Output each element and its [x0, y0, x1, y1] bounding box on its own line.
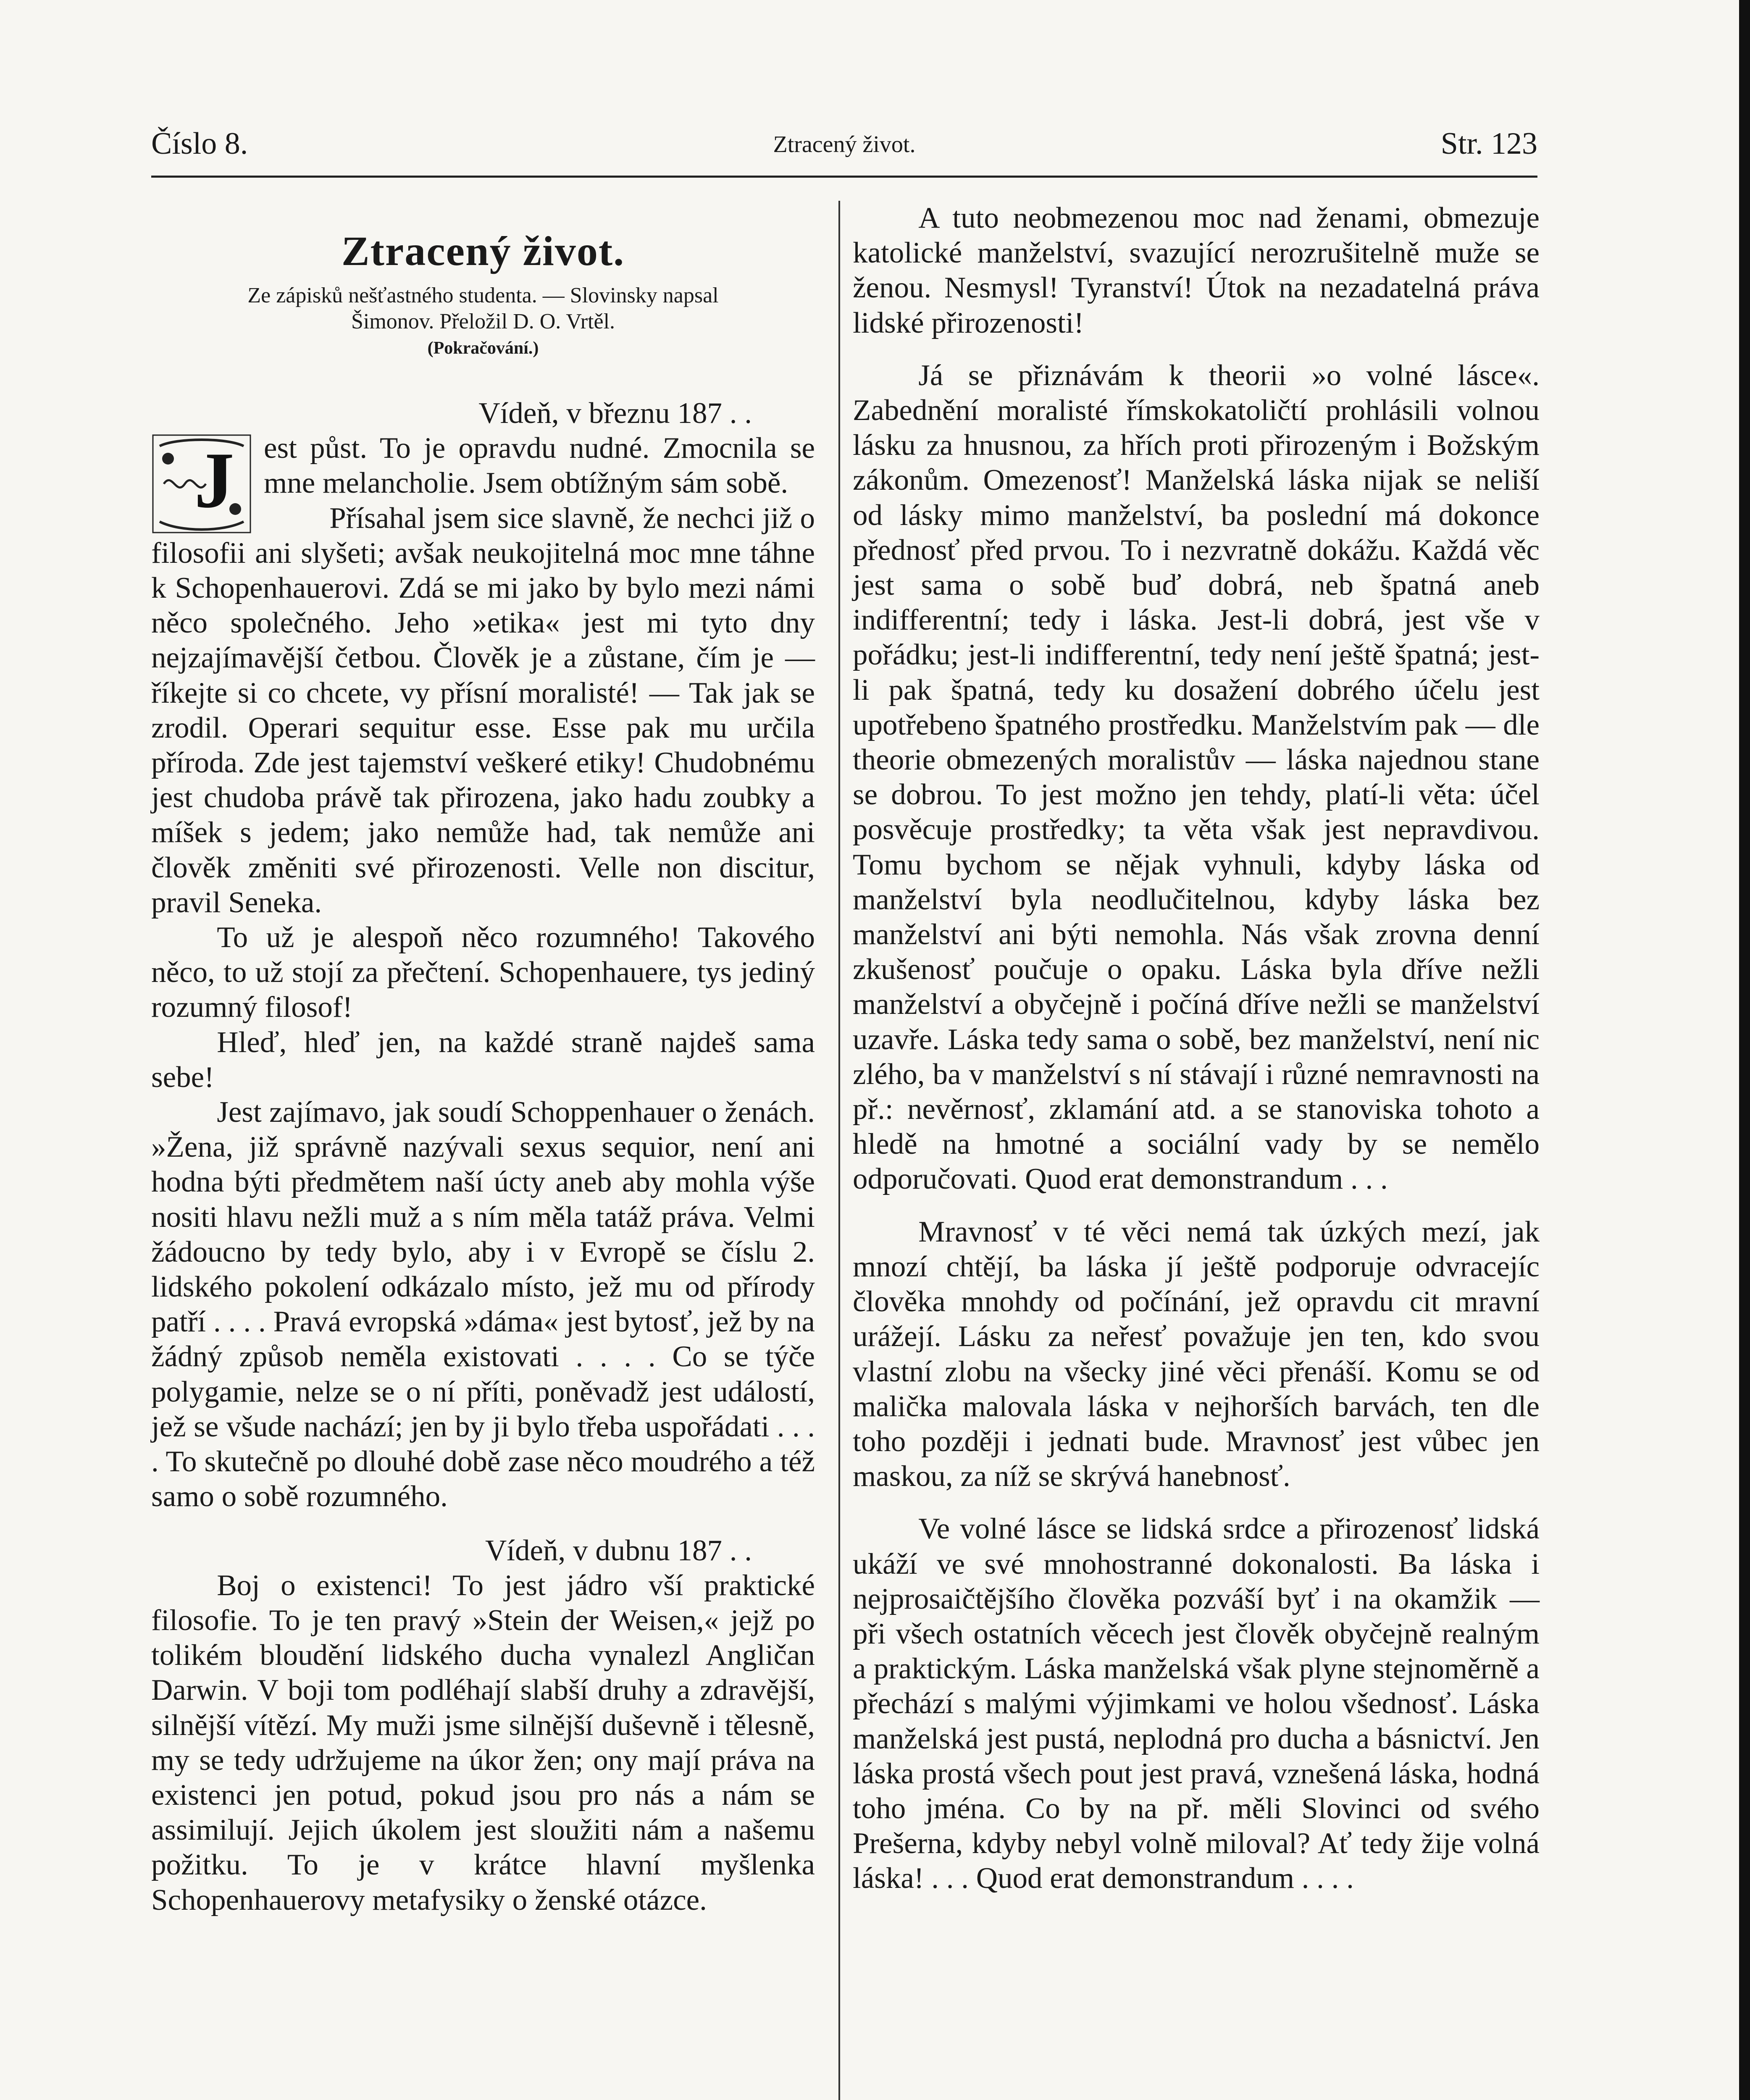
dateline-march: Vídeň, v březnu 187 . . [478, 397, 752, 430]
ornamental-dropcap-icon [151, 433, 252, 534]
paragraph-6: Boj o existenci! To jest jádro vší praktické filosofie. To je ten pravý »Stein der Weisen,« jejž po tolikém bloudění lidského ducha vynalezl Angličan Darwin. V boji tom podléhají slabší druhy a zdravější, silnější vítězí. My muži jsme silnější duševně i tělesně, my se tedy udržujeme na úkor žen; ony mají práva na existenci jen potud, pokud jsou pro nás a nám se assimilují. Jejich úkolem jest sloužiti nám a našemu požitku. To je v krátce hlavní myšlenka Schopenhauerovy metafysiky o ženské otázce. [151, 1569, 815, 1916]
column-divider [838, 201, 840, 2100]
paragraph-3: To už je alespoň něco rozumného! Takového něco, to už stojí za přečtení. Schopenhauere, tys jediný rozumný filosof! [151, 921, 815, 1024]
header-rule [151, 176, 1537, 178]
right-paragraph-3: Mravnosť v té věci nemá tak úzkých mezí, jak mnozí chtějí, ba láska jí ještě podporuje odvracejíc člověka mnohdy od počínání, jež opravdu cit mravní urážejí. Lásku za neřesť považuje jen ten, kdo svou vlastní zlobu na všecky jiné věci přenáší. Komu se od malička malovala láska v nejhorších barvách, ten dle toho později i jednati bude. Mravnosť jest vůbec jen maskou, za níž se skrývá hanebnosť. [853, 1215, 1540, 1493]
paragraph-gap [853, 1197, 1540, 1215]
opening-paragraph [151, 431, 815, 525]
right-paragraph-4: Ve volné lásce se lidská srdce a přirozenosť lidská ukáží ve své mnohostranné dokonalosti. Ba láska i nejprosaičtějšího člověka pozváší byť i na okamžik — při všech ostatních věcech jest člověk obyčejně realným a praktickým. Láska manželská však plyne stejnoměrně a přechází s malými výjimkami ve holou všednosť. Láska manželská jest pustá, neplodná pro ducha a básnictví. Jen láska prostá všech pout jest pravá, vznešená láska, hodná toho jména. Co by na př. měli Slovinci od svého Prešerna, kdyby nebyl volně miloval? Ať tedy žije volná láska! . . . Quod erat demonstrandum . . . . [853, 1512, 1540, 1895]
right-paragraph-2: Já se přiznávám k theorii »o volné lásce«. Zabednění moralisté římskokatoličtí prohlásili volnou lásku za hnusnou, za hřích proti přirozeným i Božským zákonům. Omezenosť! Manželská láska nijak se neliší od lásky mimo manželství, ba poslední má dokonce přednosť před prvou. To i nezvratně dokážu. Každá věc jest sama o sobě buď dobrá, neb špatná aneb indifferentní; tedy i láska. Jest-li dobrá, jest vše v pořádku; jest-li indifferentní, tedy není ještě špatná; jest-li pak špatná, tedy ku dosažení dobrého účelu jest upotřebeno špatného prostředku. Manželstvím pak — dle theorie obmezených moralistův — láska najednou stane se dobrou. To jest možno jen tehdy, platí-li věta: účel posvěcuje prostředky; ta věta však jest nepravdivou. Tomu bychom se nějak vyhnuli, kdyby láska od manželství byla neodlučitelnou, kdyby láska bez manželství ani býti nemohla. Nás však zrovna denní zkušenosť poučuje o opaku. Láska byla dříve nežli manželství a obyčejně i počíná dříve nežli se manželství uzavře. Láska tedy sama o sobě, bez manželství, není nic zlého, ba v manželství s ní stávají i různé nemravnosti na př.: nevěrnosť, zklamání atd. a se stanoviska tohoto a hledě na hmotné a sociální vady by se nemělo odporučovati. Quod erat demonstrandum . . . [853, 359, 1540, 1196]
article-title: Ztracený život. [341, 228, 625, 274]
paragraph-2: Přísahal jsem sice slavně, že nechci již o filosofii ani slyšeti; avšak neukojitelná moc mne táhne k Schopenhauerovi. Zdá se mi jako by bylo mezi námi něco společného. Jeho »etika« jest mi tyto dny nejzajímavější četbou. Člověk je a zůstane, čím je — říkejte si co chcete, vy přísní moralisté! — Tak jak se zrodil. Operari sequitur esse. Esse pak mu určila příroda. Zde jest tajemství veškeré etiky! Chudobnému jest chudoba právě tak přirozena, jako hadu zoubky a míšek s jedem; jako nemůže had, tak nemůže ani člověk změniti své přirozenosti. Velle non discitur, pravil Seneka. [151, 501, 815, 919]
page-number: Str. 123 [1440, 126, 1537, 161]
paragraph-4: Hleď, hleď jen, na každé straně najdeš sama sebe! [151, 1026, 815, 1094]
paragraph-gap [853, 1494, 1540, 1512]
right-column [853, 201, 1540, 1896]
dateline-april: Vídeň, v dubnu 187 . . [485, 1534, 752, 1567]
issue-number: Číslo 8. [151, 126, 248, 161]
continued-note: (Pokračování.) [427, 339, 539, 358]
article-subtitle-line2: Šimonov. Přeložil D. O. Vrtěl. [351, 310, 615, 333]
paragraph-1-rest: est půst. To je opravdu nudné. Zmocnila se mne melancholie. Jsem obtížným sám sobě. [264, 432, 815, 500]
running-header [151, 126, 1537, 172]
paragraph-5: Jest zajímavo, jak soudí Schoppenhauer o ženách. »Žena, již správně nazývali sexus sequior, není ani hodna býti předmětem naší úcty aneb aby mohla výše nositi hlavu nežli muž a s ním měla tatáž práva. Velmi žádoucno by tedy bylo, aby i v Evropě se číslu 2. lidského pokolení odkázalo místo, jež mu od přírody patří . . . . Pravá evropská »dáma« jest bytosť, jež by na žádný způsob neměla existovati . . . . Co se týče polygamie, nelze se o ní příti, poněvadž jest událostí, jež se všude nachází; jen by ji bylo třeba uspořádati . . . . To skutečně po dlouhé době zase něco moudrého a též samo o sobě rozumného. [151, 1096, 815, 1513]
scan-edge [1739, 0, 1750, 2100]
svg-text:J: J [194, 436, 234, 525]
paragraph-gap [853, 341, 1540, 358]
running-title: Ztracený život. [773, 131, 916, 158]
article-subtitle-line1: Ze zápisků nešťastného studenta. — Slovinsky napsal [247, 284, 719, 307]
right-paragraph-1: A tuto neobmezenou moc nad ženami, obmezuje katolické manželství, svazující nerozrušitelně muže se ženou. Nesmysl! Tyranství! Útok na nezadatelná práva lidské přirozenosti! [853, 202, 1540, 339]
left-column [151, 201, 815, 1918]
